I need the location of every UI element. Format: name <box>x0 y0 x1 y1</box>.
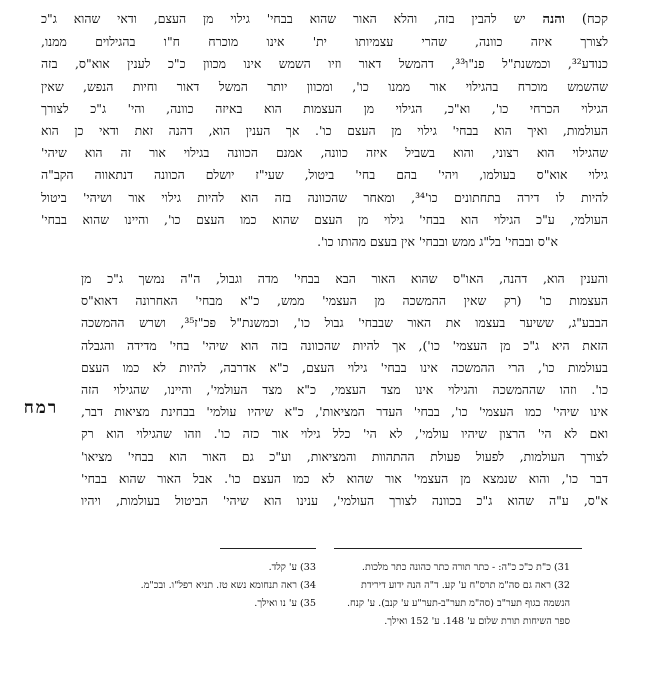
margin-page-label: רמח <box>23 398 59 418</box>
text-line: הזאת היא ג"כ מן העצמי' כו'), אך להיות שהכוונה בזה הוא שיהי' בחי' מדידה והגבלה <box>81 337 608 353</box>
footnote-rule-left <box>220 548 316 549</box>
text-line: להיות לו דירה בתחתונים כו'³⁴, ומאחר שהכוונה בזה הוא להיות גילוי אור ושיהי' ביטול <box>41 189 608 205</box>
text-line: גילוי אוא"ס בעולמו, ויהי' בהם בחי' ביטול, שעי"ז יושלם הכוונה דנתאווה הקב"ה <box>41 167 608 183</box>
text-line: יש להבין בזה, והלא האור שהוא בבחי' גילוי מן העצם, ודאי שהוא ג"כ <box>41 11 526 26</box>
footnote-33: 33) ע' קלד. <box>268 562 316 573</box>
text-line: שהשמש מוכרח בהגילוי אור ממנו כו', ומכוון יותר המשל דאור וחיות הנפש, שאין <box>41 78 608 94</box>
section-number: קכח) <box>581 12 608 27</box>
footnote-rule-right <box>334 548 582 549</box>
text-line: הגילוי הכרחי כו', וא"כ, הגילוי מן העצמות הוא באיזה כוונה, והי' ג"כ לצורך <box>41 100 608 116</box>
text-line: לצורך איזה כוונה, שהרי עצמיותו ית' אינו מוכרח ח"ו בהגילוים ממנו, <box>41 34 608 50</box>
text-line: והענין הוא, דהנה, האו"ס שהוא האור הבא בבחי' מדה וגבול, ה"ה נמשך ג"כ מן <box>81 271 608 286</box>
text-line: שהגילוי הוא רצוני, והוא בשביל איזה כוונה, אמנם הכוונה בגילוי אור זה הוא שיהי' <box>41 145 608 161</box>
paragraph-1 <box>41 8 608 253</box>
footnote-32-cont: הנשמה בגוף תער"ב (סה"מ תער"ב-תער"ע ע' קנב). ע' קנח. <box>347 598 570 609</box>
text-line: א"ס ובבחי' בל"ג ממש ובבחי' אין בעצם מהותו כו'. <box>317 234 558 250</box>
paragraph-1-first-line <box>41 8 608 31</box>
footnote-34: 34) ראה תנחומא נשא טז. תניא רפל"ו. ובכ"מ. <box>140 580 316 591</box>
text-line: בעולמות כו', הרי ההמשכה אינו בבחי' גילוי העצם, כ"א אדרבה, להיות לא כמו העצם <box>81 359 608 375</box>
footnote-32-cont: ספר השיחות תורת שלום ע' 148. ע' 152 ואילך. <box>384 616 570 627</box>
footnote-32: 32) ראה גם סה"מ תרס"ח ע' קע. ד"ה הנה ידוע דירידת <box>360 580 570 591</box>
text-line: העצמות כו' (רק שאין ההמשכה מן העצמי' ממש, כ"א מבחי' האחרונה דאוא"ס <box>81 293 608 309</box>
footnote-31: 31) כ"ת כ"כ כ"ה: - כתר תורה כתר כהונה כתר מלכות. <box>361 562 570 573</box>
text-line: א"ס, ע"ה שהוא ג"כ בכוונה לצורך העולמי', ענינו הוא שיהי' הביטול בעולמות, ויהיו <box>81 493 608 509</box>
text-line: כנודע³², וכמשנת"ל פנ"ו³³, דהמשל דאור וזיו השמש אינו מכוון כ"כ לענין אוא"ס, בזה <box>41 56 608 72</box>
text-line: ואם לא הי' הרצון שיהיו עולמי', לא הי' כלל גילוי אור כזה כו'. וזהו שהגילוי הוא רק <box>81 426 608 442</box>
text-line: לצורך העולמות, לפעול פעולת ההתהוות והמציאות, וע"כ גם האור הוא בבחי' מציאו' <box>81 448 608 464</box>
text-line: כו'. וזהו שההמשכה והגילוי אינו מצד העצמי, כ"א מצד העולמי', והיינו, שהגילוי הזה <box>81 382 608 398</box>
text-line: אינו שיהי' כמו העצמי' כו', בבחי' העדר המציאות', כ"א שיהיו עולמי' בבחינת מציאות דבר, <box>81 404 608 420</box>
text-line: הבבע"ג, ששיער בעצמו את האור שבבחי' גבול כו', וכמשנת"ל פכ"ז³⁵, ושרש ההמשכה <box>81 315 608 331</box>
text-line: העולמות, ואיך הוא בבחי' גילוי מן העצם כו'. אך הענין הוא, דהנה זאת ודאי כן הוא <box>41 123 608 139</box>
text-line: דבר כו', והוא שנמצא מן העצמי' אור שהוא לא כמו העצם כו'. אבל האור שהוא בבחי' <box>81 470 608 486</box>
lead-word: והנה <box>542 12 566 27</box>
text-line: העולמי, ע"כ הגילוי הוא בבחי' גילוי מן העצם שהוא כמו העצם כו', והיינו שהוא בבחי' <box>41 211 608 227</box>
paragraph-2 <box>81 268 608 512</box>
footnote-35: 35) ע' נו ואילך. <box>254 598 316 609</box>
